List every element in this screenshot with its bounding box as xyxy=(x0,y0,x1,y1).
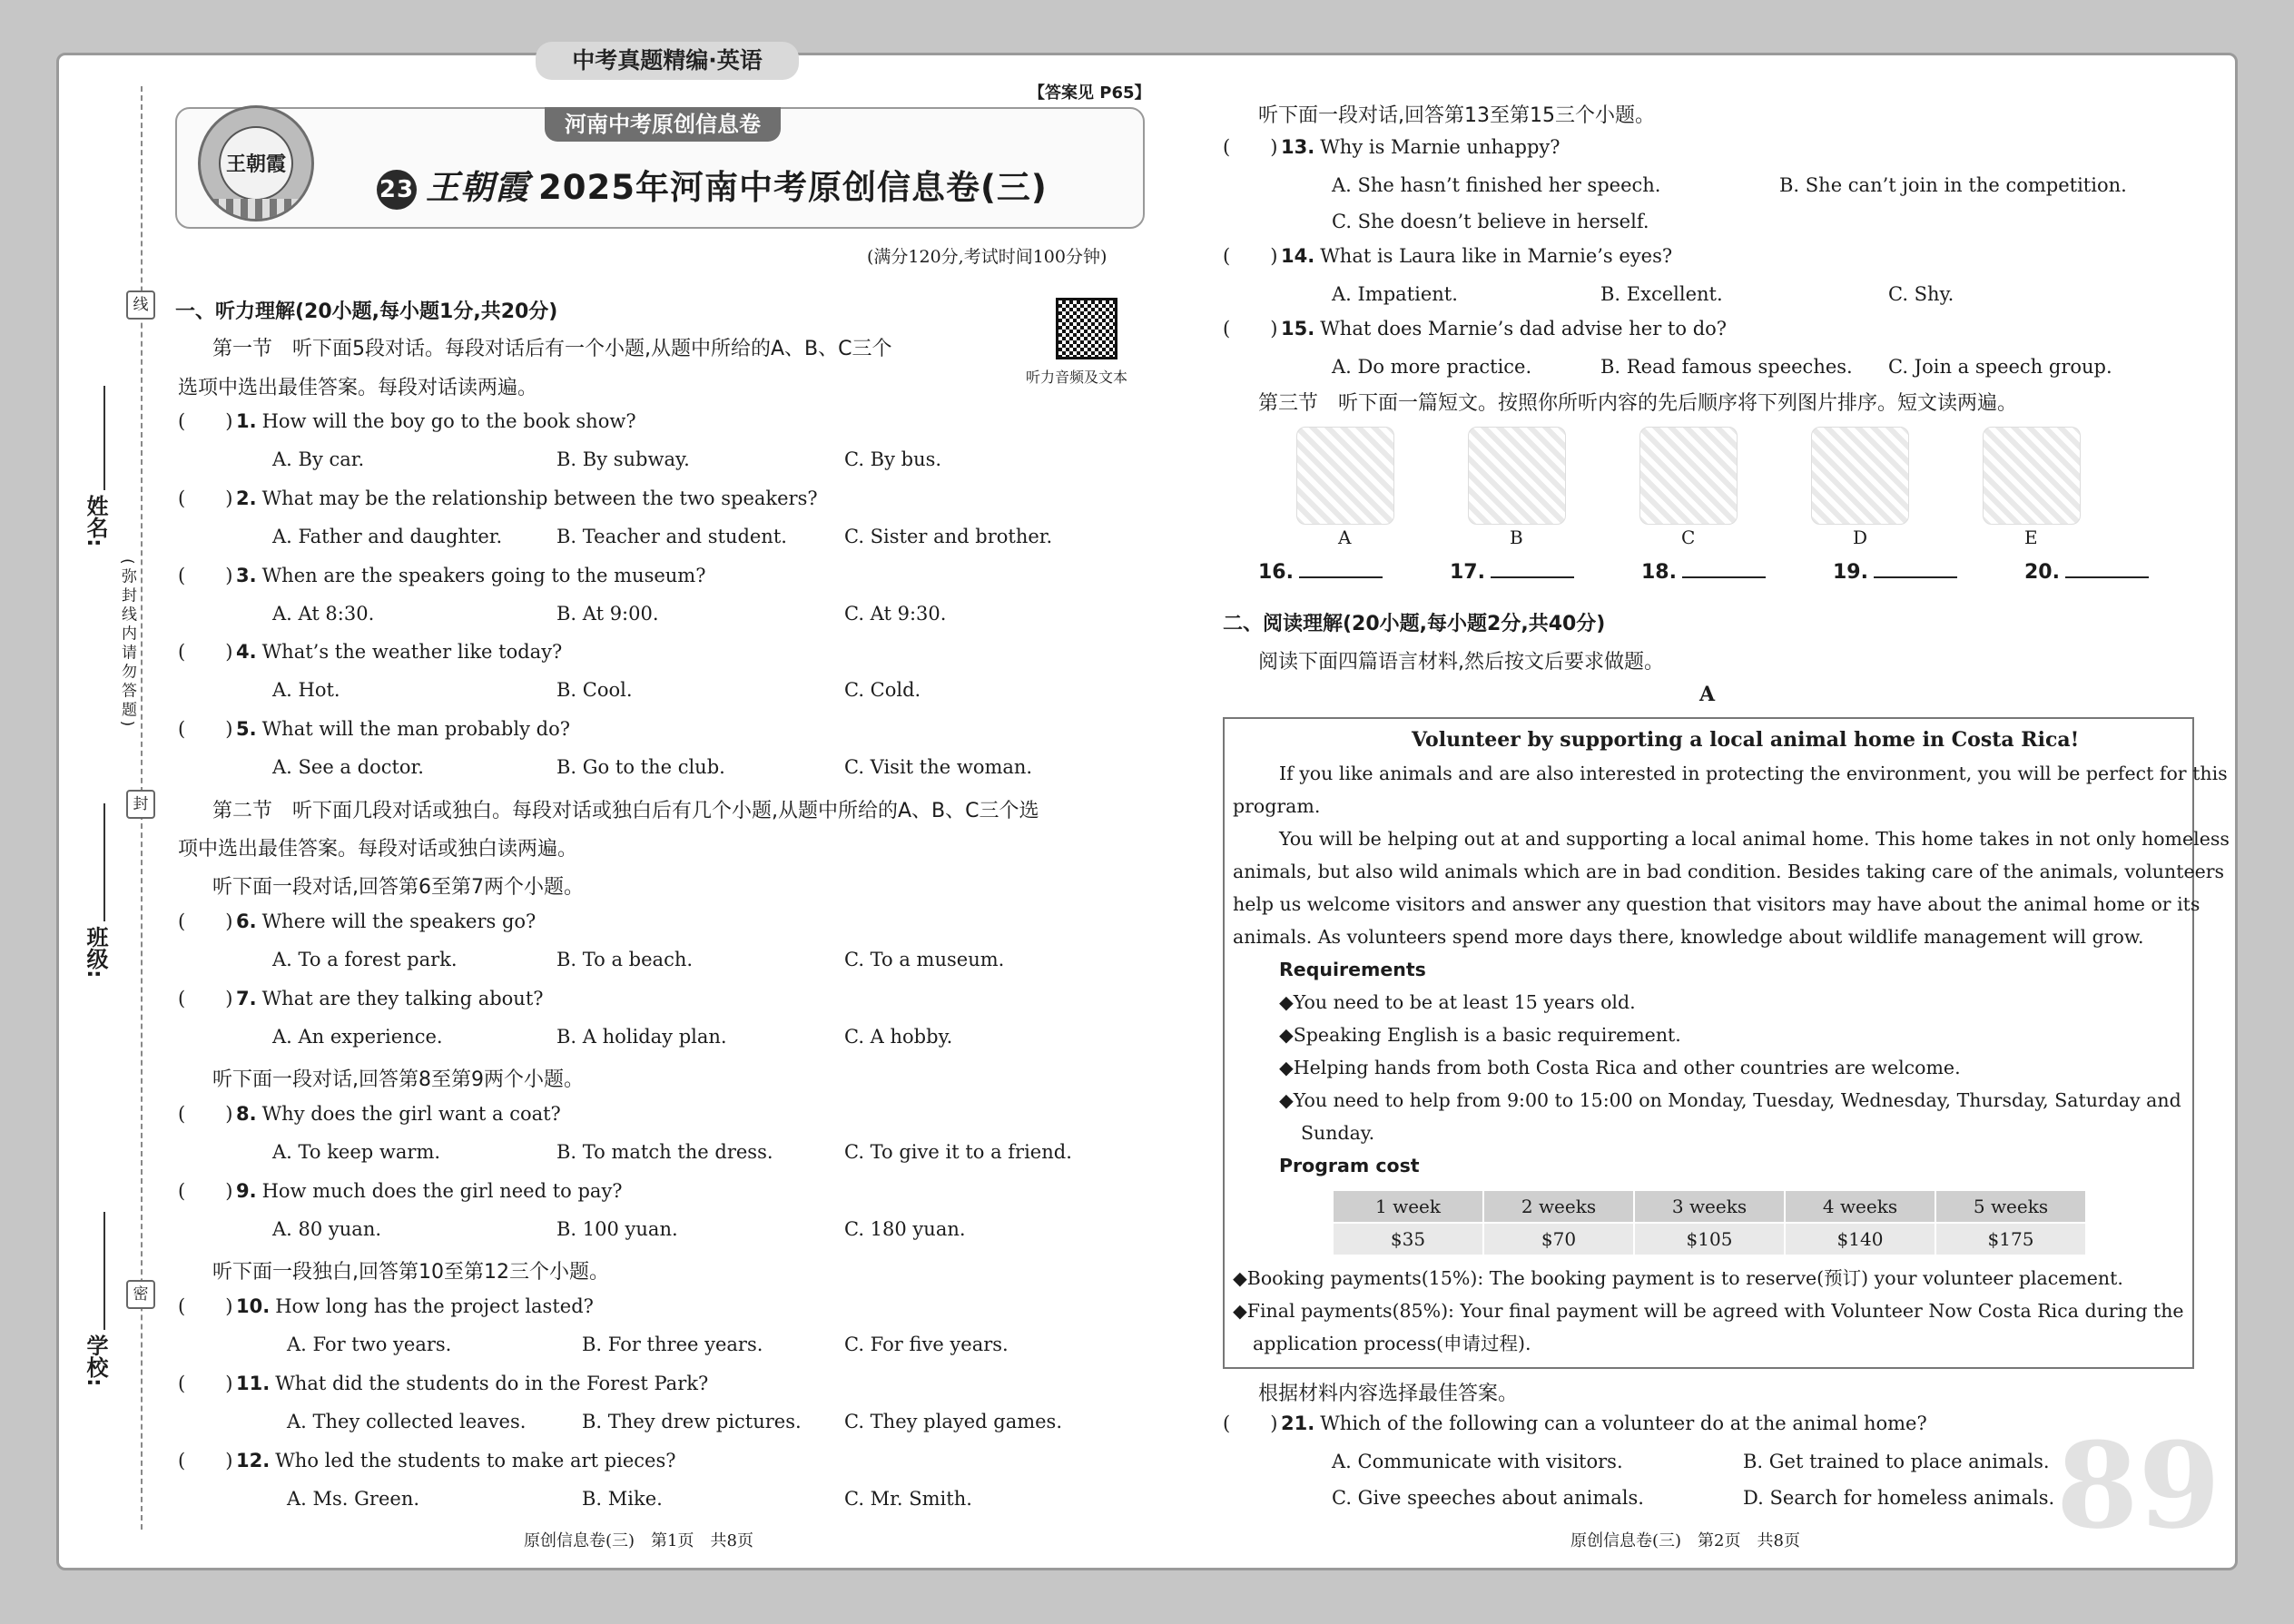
option-c[interactable]: C. To give it to a friend. xyxy=(844,1141,1072,1163)
blank-number: 18. xyxy=(1641,561,1677,584)
option-c[interactable]: C. Visit the woman. xyxy=(844,756,1033,778)
question-6 xyxy=(178,910,536,932)
seal-mark-feng: 封 xyxy=(126,790,155,819)
question-10 xyxy=(178,1295,594,1317)
answer-bracket[interactable]: ( ) xyxy=(178,1450,233,1471)
option-b[interactable]: B. Go to the club. xyxy=(556,756,725,778)
cost-price: $70 xyxy=(1483,1223,1634,1255)
question-text: What is Laura like in Marnie’s eyes? xyxy=(1320,245,1673,267)
question-9 xyxy=(178,1180,623,1202)
question-number: 21. xyxy=(1281,1412,1315,1434)
final-payment: ◆Final payments(85%): Your final payment will be agreed with Volunteer Now Costa Rica during the xyxy=(1233,1300,2184,1322)
question-text: How much does the girl need to pay? xyxy=(261,1180,623,1202)
listening-heading: 一、听力理解(20小题,每小题1分,共20分) xyxy=(175,300,558,323)
answer-reference: 【答案见 P65】 xyxy=(1029,84,1151,103)
class-field[interactable] xyxy=(103,803,105,921)
picture-c xyxy=(1639,427,1738,525)
option-b[interactable]: B. Mike. xyxy=(582,1488,663,1510)
cost-price: $35 xyxy=(1333,1223,1483,1255)
option-a[interactable]: A. Impatient. xyxy=(1332,283,1458,305)
option-c[interactable]: C. Mr. Smith. xyxy=(844,1488,972,1510)
question-number: 15. xyxy=(1281,318,1315,340)
option-c[interactable]: C. Sister and brother. xyxy=(844,526,1053,547)
option-b[interactable]: B. Teacher and student. xyxy=(556,526,787,547)
seal-mark-xian: 线 xyxy=(126,290,155,320)
question-number: 13. xyxy=(1281,136,1315,158)
question-4 xyxy=(178,641,562,663)
option-a[interactable]: A. To a forest park. xyxy=(272,949,458,970)
question-text: When are the speakers going to the museum? xyxy=(261,565,706,586)
class-label: 班级: xyxy=(83,926,108,979)
option-a[interactable]: A. She hasn’t finished her speech. xyxy=(1332,174,1661,196)
question-text: How will the boy go to the book show? xyxy=(261,410,636,432)
question-text: What did the students do in the Forest Park? xyxy=(275,1373,709,1394)
passage-p2-line1: You will be helping out at and supporting a local animal home. This home takes in not only homeless xyxy=(1279,828,2230,850)
cost-week: 5 weeks xyxy=(1935,1190,2086,1223)
question-text: Why does the girl want a coat? xyxy=(261,1103,561,1125)
option-b[interactable]: B. To match the dress. xyxy=(556,1141,773,1163)
section-a-label: A xyxy=(1699,683,1716,706)
passage-p2-line3: help us welcome visitors and answer any question that visitors may have about the animal home or its xyxy=(1233,893,2200,915)
passage-p2-line4: animals. As volunteers spend more days there, knowledge about wildlife management will grow. xyxy=(1233,926,2144,948)
option-b[interactable]: B. Cool. xyxy=(556,679,633,701)
cost-price: $175 xyxy=(1935,1223,2086,1255)
question-number: 5. xyxy=(236,718,257,740)
question-5 xyxy=(178,718,570,740)
question-text: Why is Marnie unhappy? xyxy=(1320,136,1561,158)
option-a[interactable]: A. See a doctor. xyxy=(272,756,424,778)
intro-13-15: 听下面一段对话,回答第13至第15三个小题。 xyxy=(1258,104,1655,127)
picture-label: E xyxy=(2024,527,2038,548)
option-a[interactable]: A. An experience. xyxy=(272,1026,443,1048)
brand-handwriting: 王朝霞 xyxy=(426,167,529,207)
intro-6-7: 听下面一段对话,回答第6至第7两个小题。 xyxy=(212,876,584,899)
choose-instruction: 根据材料内容选择最佳答案。 xyxy=(1258,1383,1519,1405)
question-14 xyxy=(1223,245,1672,267)
option-c[interactable]: C. At 9:30. xyxy=(844,603,947,625)
cost-price: $105 xyxy=(1634,1223,1785,1255)
part2-instructions: 第二节 听下面几段对话或独白。每段对话或独白后有几个小题,从题中所给的A、B、C三个选 xyxy=(212,800,1039,822)
option-c[interactable]: C. A hobby. xyxy=(844,1026,953,1048)
option-a[interactable]: A. At 8:30. xyxy=(272,603,375,625)
intro-8-9: 听下面一段对话,回答第8至第9两个小题。 xyxy=(212,1068,584,1091)
answer-bracket[interactable]: ( ) xyxy=(178,1103,233,1125)
question-text: Who led the students to make art pieces? xyxy=(275,1450,676,1471)
option-a[interactable]: A. Ms. Green. xyxy=(287,1488,420,1510)
answer-blank-20[interactable] xyxy=(2024,561,2149,584)
option-a[interactable]: A. Father and daughter. xyxy=(272,526,503,547)
option-c[interactable]: C. Give speeches about animals. xyxy=(1332,1487,1644,1509)
blank-number: 16. xyxy=(1258,561,1294,584)
part3-instructions: 第三节 听下面一篇短文。按照你所听内容的先后顺序将下列图片排序。短文读两遍。 xyxy=(1258,392,2018,415)
question-2 xyxy=(178,487,818,509)
question-3 xyxy=(178,565,705,586)
final-payment-cont: application process(申请过程). xyxy=(1253,1333,1531,1354)
option-c[interactable]: C. To a museum. xyxy=(844,949,1005,970)
program-cost-table xyxy=(1332,1189,2087,1256)
exam-type-tab: 河南中考原创信息卷 xyxy=(545,107,781,142)
option-b[interactable]: B. To a beach. xyxy=(556,949,694,970)
school-field[interactable] xyxy=(103,1212,105,1330)
answer-bracket[interactable]: ( ) xyxy=(178,641,233,663)
answer-bracket[interactable]: ( ) xyxy=(1223,136,1278,158)
question-text: What’s the weather like today? xyxy=(261,641,563,663)
requirement-1: ◆You need to be at least 15 years old. xyxy=(1279,991,1636,1013)
option-a[interactable]: A. Do more practice. xyxy=(1332,356,1532,378)
intro-10-12: 听下面一段独白,回答第10至第12三个小题。 xyxy=(212,1261,609,1284)
question-21 xyxy=(1223,1412,1927,1434)
publisher-logo xyxy=(198,105,314,221)
logo-base xyxy=(198,199,314,219)
answer-bracket[interactable]: ( ) xyxy=(178,1180,233,1202)
passage-p1-line2: program. xyxy=(1233,795,1321,817)
requirements-heading: Requirements xyxy=(1279,959,1426,980)
option-a[interactable]: A. For two years. xyxy=(287,1334,452,1355)
answer-bracket[interactable]: ( ) xyxy=(178,1295,233,1317)
booking-payment: ◆Booking payments(15%): The booking payment is to reserve(预订) your volunteer placement. xyxy=(1233,1267,2123,1289)
answer-blank-16[interactable] xyxy=(1258,561,1383,584)
requirement-3: ◆Helping hands from both Costa Rica and other countries are welcome. xyxy=(1279,1057,1961,1078)
picture-label: B xyxy=(1510,527,1523,548)
question-number: 14. xyxy=(1281,245,1315,267)
passage-p1-line1: If you like animals and are also interested in protecting the environment, you will be perfect for this xyxy=(1279,763,2228,784)
question-8 xyxy=(178,1103,561,1125)
answer-bracket[interactable]: ( ) xyxy=(178,410,233,432)
question-number: 11. xyxy=(236,1373,271,1394)
school-label: 学校: xyxy=(83,1334,108,1387)
question-text: What will the man probably do? xyxy=(261,718,570,740)
question-number: 3. xyxy=(236,565,257,586)
picture-d xyxy=(1811,427,1909,525)
part1-instructions-cont: 选项中选出最佳答案。每段对话读两遍。 xyxy=(178,377,538,399)
answer-bracket[interactable]: ( ) xyxy=(1223,318,1278,340)
cost-price: $140 xyxy=(1785,1223,1935,1255)
blank-number: 20. xyxy=(2024,561,2060,584)
option-c[interactable]: C. For five years. xyxy=(844,1334,1009,1355)
question-number: 9. xyxy=(236,1180,257,1202)
answer-blank-19[interactable] xyxy=(1833,561,1957,584)
answer-bracket[interactable]: ( ) xyxy=(178,487,233,509)
passage-title: Volunteer by supporting a local animal home in Costa Rica! xyxy=(1412,728,2080,752)
exam-title xyxy=(377,160,1048,210)
question-number: 1. xyxy=(236,410,257,432)
question-11 xyxy=(178,1373,708,1394)
question-text: Which of the following can a volunteer do at the animal home? xyxy=(1320,1412,1927,1434)
question-text: Where will the speakers go? xyxy=(261,910,537,932)
requirement-4-cont: Sunday. xyxy=(1301,1122,1375,1144)
blank-number: 19. xyxy=(1833,561,1868,584)
option-b[interactable]: B. She can’t join in the competition. xyxy=(1779,174,2127,196)
part1-instructions: 第一节 听下面5段对话。每段对话后有一个小题,从题中所给的A、B、C三个 xyxy=(212,338,892,360)
option-b[interactable]: B. 100 yuan. xyxy=(556,1218,678,1240)
option-b[interactable]: B. They drew pictures. xyxy=(582,1411,802,1432)
option-b[interactable]: B. At 9:00. xyxy=(556,603,659,625)
option-b[interactable]: B. By subway. xyxy=(556,448,690,470)
requirement-2: ◆Speaking English is a basic requirement. xyxy=(1279,1024,1681,1046)
answer-bracket[interactable]: ( ) xyxy=(1223,1412,1278,1434)
exam-title-text: 2025年河南中考原创信息卷(三) xyxy=(538,168,1048,207)
option-c[interactable]: C. She doesn’t believe in herself. xyxy=(1332,211,1649,232)
option-a[interactable]: A. They collected leaves. xyxy=(287,1411,527,1432)
binding-note: (弥封线内请勿答题) xyxy=(118,558,136,731)
cost-week: 2 weeks xyxy=(1483,1190,1634,1223)
exam-number-badge: 23 xyxy=(377,170,417,210)
question-number: 8. xyxy=(236,1103,257,1125)
option-b[interactable]: B. Read famous speeches. xyxy=(1600,356,1853,378)
answer-bracket[interactable]: ( ) xyxy=(178,565,233,586)
option-b[interactable]: B. A holiday plan. xyxy=(556,1026,727,1048)
option-c[interactable]: C. By bus. xyxy=(844,448,942,470)
question-1 xyxy=(178,410,636,432)
reading-intro: 阅读下面四篇语言材料,然后按文后要求做题。 xyxy=(1258,651,1664,674)
question-text: How long has the project lasted? xyxy=(275,1295,594,1317)
reading-heading: 二、阅读理解(20小题,每小题2分,共40分) xyxy=(1223,613,1606,635)
answer-blank-17[interactable] xyxy=(1450,561,1574,584)
question-15 xyxy=(1223,318,1727,340)
answer-bracket[interactable]: ( ) xyxy=(178,988,233,1009)
option-b[interactable]: B. For three years. xyxy=(582,1334,763,1355)
question-number: 2. xyxy=(236,487,257,509)
question-text: What does Marnie’s dad advise her to do? xyxy=(1320,318,1728,340)
option-d[interactable]: D. Search for homeless animals. xyxy=(1743,1487,2055,1509)
series-tab: 中考真题精编·英语 xyxy=(536,42,799,80)
option-a[interactable]: A. 80 yuan. xyxy=(272,1218,382,1240)
cost-week: 3 weeks xyxy=(1634,1190,1785,1223)
option-a[interactable]: A. Hot. xyxy=(272,679,340,701)
question-number: 6. xyxy=(236,910,257,932)
program-cost-heading: Program cost xyxy=(1279,1155,1420,1176)
option-a[interactable]: A. To keep warm. xyxy=(272,1141,441,1163)
picture-e xyxy=(1983,427,2081,525)
option-c[interactable]: C. They played games. xyxy=(844,1411,1063,1432)
footer-right: 原创信息卷(三) 第2页 共8页 xyxy=(1570,1531,1800,1550)
option-c[interactable]: C. Shy. xyxy=(1888,283,1954,305)
option-b[interactable]: B. Get trained to place animals. xyxy=(1743,1451,2050,1472)
question-7 xyxy=(178,988,544,1009)
option-a[interactable]: A. Communicate with visitors. xyxy=(1332,1451,1623,1472)
qr-code[interactable] xyxy=(1056,298,1117,359)
question-text: What are they talking about? xyxy=(261,988,544,1009)
question-number: 12. xyxy=(236,1450,271,1471)
qr-label: 听力音频及文本 xyxy=(1026,369,1128,386)
picture-b xyxy=(1468,427,1566,525)
cost-week: 1 week xyxy=(1333,1190,1483,1223)
option-c[interactable]: C. 180 yuan. xyxy=(844,1218,966,1240)
part2-instructions-cont: 项中选出最佳答案。每段对话或独白读两遍。 xyxy=(178,838,578,861)
answer-bracket[interactable]: ( ) xyxy=(178,718,233,740)
question-12 xyxy=(178,1450,676,1471)
answer-bracket[interactable]: ( ) xyxy=(178,1373,233,1394)
picture-label: D xyxy=(1853,527,1868,548)
seal-mark-mi: 密 xyxy=(126,1280,155,1309)
question-number: 7. xyxy=(236,988,257,1009)
answer-bracket[interactable]: ( ) xyxy=(1223,245,1278,267)
footer-left: 原创信息卷(三) 第1页 共8页 xyxy=(524,1531,753,1550)
picture-label: C xyxy=(1681,527,1696,548)
picture-label: A xyxy=(1338,527,1352,548)
option-b[interactable]: B. Excellent. xyxy=(1600,283,1723,305)
blank-number: 17. xyxy=(1450,561,1485,584)
answer-blank-18[interactable] xyxy=(1641,561,1766,584)
question-13 xyxy=(1223,136,1561,158)
option-c[interactable]: C. Join a speech group. xyxy=(1888,356,2112,378)
answer-bracket[interactable]: ( ) xyxy=(178,910,233,932)
exam-meta: (满分120分,考试时间100分钟) xyxy=(867,247,1108,267)
question-number: 4. xyxy=(236,641,257,663)
name-field[interactable] xyxy=(103,386,105,490)
option-a[interactable]: A. By car. xyxy=(272,448,365,470)
option-c[interactable]: C. Cold. xyxy=(844,679,921,701)
cost-week: 4 weeks xyxy=(1785,1190,1935,1223)
passage-p2-line2: animals, but also wild animals which are in bad condition. Besides taking care of the animals, volunteers xyxy=(1233,861,2225,882)
page-number-watermark: 89 xyxy=(2056,1416,2220,1555)
logo-text: 王朝霞 xyxy=(219,126,293,201)
picture-a xyxy=(1296,427,1394,525)
requirement-4: ◆You need to help from 9:00 to 15:00 on Monday, Tuesday, Wednesday, Thursday, Saturday and xyxy=(1279,1089,2181,1111)
name-label: 姓名: xyxy=(83,495,108,547)
question-number: 10. xyxy=(236,1295,271,1317)
question-text: What may be the relationship between the two speakers? xyxy=(261,487,818,509)
